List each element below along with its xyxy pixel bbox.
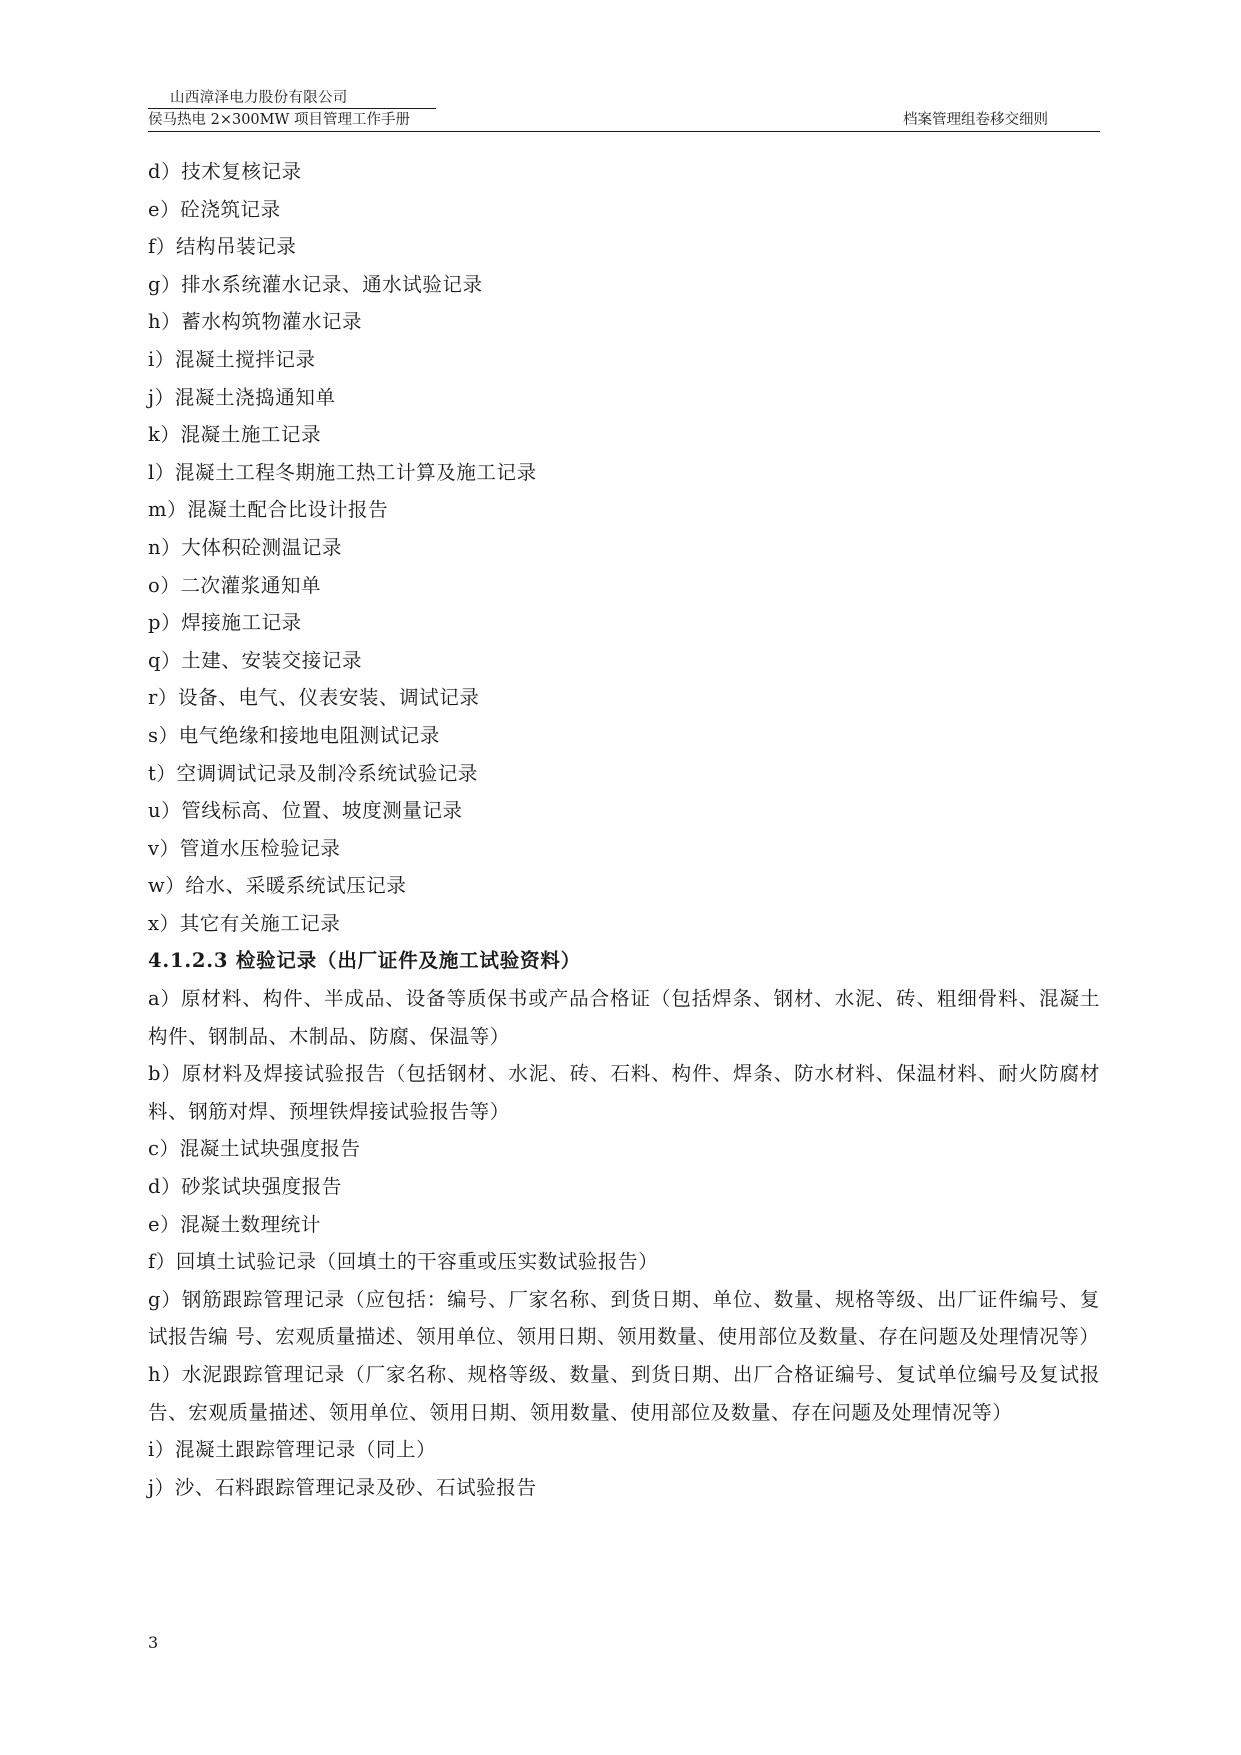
list-item: f）结构吊装记录 [148,235,297,259]
list-item: h）水泥跟踪管理记录（厂家名称、规格等级、数量、到货日期、出厂合格证编号、复试单位编号及复试报告、宏观质量描述、领用单位、领用日期、领用数量、使用部位及数量、存在问题及处理情况等） [148,1363,1100,1424]
list-item: a）原材料、构件、半成品、设备等质保书或产品合格证（包括焊条、钢材、水泥、砖、粗细骨料、混凝土构件、钢制品、木制品、防腐、保温等） [148,987,1100,1048]
list-item: j）混凝土浇捣通知单 [148,385,336,409]
list-item: j）沙、石料跟踪管理记录及砂、石试验报告 [148,1475,537,1499]
list-item: r）设备、电气、仪表安装、调试记录 [148,686,480,710]
list-item: l）混凝土工程冬期施工热工计算及施工记录 [148,460,537,484]
list-item: d）技术复核记录 [148,160,302,183]
list-item: p）焊接施工记录 [148,611,302,635]
company-underline [148,108,436,109]
list-item: i）混凝土搅拌记录 [148,347,316,371]
page-header [148,88,1100,132]
document-body [148,153,1100,1506]
list-item: f）回填土试验记录（回填土的干容重或压实数试验报告） [148,1250,659,1274]
list-item: g）钢筋跟踪管理记录（应包括：编号、厂家名称、到货日期、单位、数量、规格等级、出厂证件编号、复试报告编 号、宏观质量描述、领用单位、领用日期、领用数量、使用部位及数量、存在问题及处理情况等） [148,1287,1100,1349]
list-item: e）混凝土数理统计 [148,1212,321,1236]
list-item: s）电气绝缘和接地电阻测试记录 [148,723,441,747]
manual-title: 侯马热电 2×300MW 项目管理工作手册 [148,112,411,128]
section-heading: 4.1.2.3 检验记录（出厂证件及施工试验资料） [148,949,581,973]
list-item: b）原材料及焊接试验报告（包括钢材、水泥、砖、石料、构件、焊条、防水材料、保温材料、耐火防腐材料、钢筋对焊、预埋铁焊接试验报告等） [148,1062,1100,1123]
list-item: k）混凝土施工记录 [148,423,322,447]
list-item: v）管道水压检验记录 [148,836,341,860]
list-item: t）空调调试记录及制冷系统试验记录 [148,761,479,785]
list-item: o）二次灌浆通知单 [148,573,322,597]
list-item: x）其它有关施工记录 [148,911,341,935]
list-item: d）砂浆试块强度报告 [148,1175,342,1199]
section-title: 档案管理组卷移交细则 [903,112,1048,128]
header-rule [148,131,1100,132]
list-item: n）大体积砼测温记录 [148,535,343,559]
list-item: e）砼浇筑记录 [148,197,281,221]
company-name: 山西漳泽电力股份有限公司 [170,90,348,106]
list-item: u）管线标高、位置、坡度测量记录 [148,799,463,823]
list-item: c）混凝土试块强度报告 [148,1137,361,1161]
list-item: g）排水系统灌水记录、通水试验记录 [148,272,483,296]
list-item: q）土建、安装交接记录 [148,648,363,672]
list-item: i）混凝土跟踪管理记录（同上） [148,1438,437,1462]
list-item: m）混凝土配合比设计报告 [148,498,389,522]
list-item: h）蓄水构筑物灌水记录 [148,310,363,334]
list-item: w）给水、采暖系统试压记录 [148,874,407,898]
page-number: 3 [148,1633,159,1652]
